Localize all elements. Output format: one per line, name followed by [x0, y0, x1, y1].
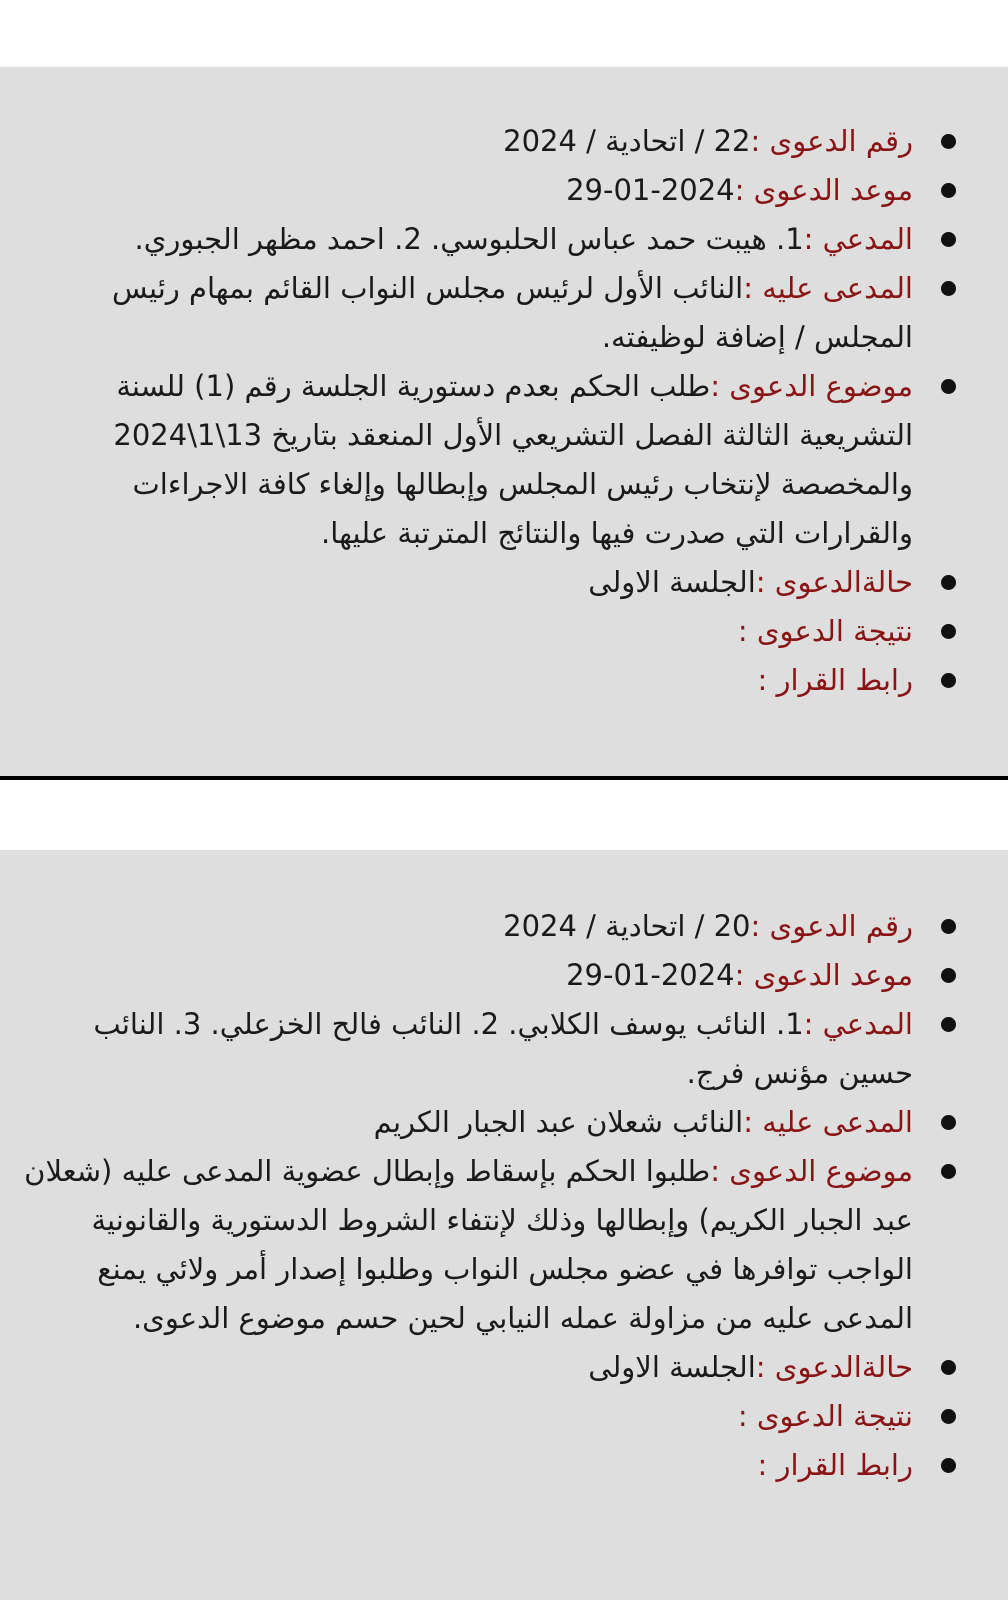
bullet-icon: [941, 1115, 956, 1130]
field-value: النائب الأول لرئيس مجلس النواب القائم بمهام رئيس المجلس / إضافة لوظيفته.: [111, 271, 913, 354]
field-decision-link[interactable]: [0, 656, 1008, 705]
field-label: المدعي :: [803, 222, 913, 256]
field-case-date: [0, 951, 1008, 1000]
field-label: نتيجة الدعوى :: [737, 614, 913, 648]
field-label: المدعى عليه :: [743, 1105, 913, 1139]
field-label: رابط القرار :: [757, 1448, 913, 1482]
field-label: المدعي :: [803, 1007, 913, 1041]
bullet-icon: [941, 281, 956, 296]
bullet-icon: [941, 134, 956, 149]
field-decision-link[interactable]: [0, 1441, 1008, 1490]
field-label: موضوع الدعوى :: [710, 1154, 913, 1188]
bullet-icon: [941, 1017, 956, 1032]
field-label: رابط القرار :: [757, 663, 913, 697]
bullet-icon: [941, 1360, 956, 1375]
field-value: 1. هيبت حمد عباس الحلبوسي. 2. احمد مظهر الجبوري.: [134, 222, 804, 256]
field-case-date: [0, 166, 1008, 215]
case-card: [0, 67, 1008, 777]
field-value: 2024-01-29: [566, 173, 735, 207]
field-value: طلب الحكم بعدم دستورية الجلسة رقم (1) للسنة التشريعية الثالثة الفصل التشريعي الأول المنعقد بتاريخ 13\1\2024 والمخصصة لإنتخاب رئيس المجلس وإبطالها وإلغاء كافة الاجراءات والقرارات التي صدرت فيها والنتائج المترتبة عليها.: [113, 369, 913, 550]
field-label: نتيجة الدعوى :: [737, 1399, 913, 1433]
bullet-icon: [941, 1409, 956, 1424]
divider: [0, 776, 1008, 780]
bullet-icon: [941, 968, 956, 983]
bullet-icon: [941, 673, 956, 688]
field-label: موعد الدعوى :: [734, 958, 913, 992]
field-label: رقم الدعوى :: [750, 909, 913, 943]
field-case-number: [0, 117, 1008, 166]
field-value: طلبوا الحكم بإسقاط وإبطال عضوية المدعى عليه (شعلان عبد الجبار الكريم) وإبطالها وذلك لإنتفاء الشروط الدستورية والقانونية الواجب توافرها في عضو مجلس النواب وطلبوا إصدار أمر ولائي يمنع المدعى عليه من مزاولة عمله النيابي لحين حسم موضوع الدعوى.: [24, 1154, 913, 1335]
field-plaintiff: [0, 215, 1008, 264]
bullet-icon: [941, 379, 956, 394]
field-subject: [0, 1147, 1008, 1343]
bullet-icon: [941, 183, 956, 198]
field-label: حالةالدعوى :: [755, 565, 913, 599]
bullet-icon: [941, 1164, 956, 1179]
field-value: 2024-01-29: [566, 958, 735, 992]
field-defendant: [0, 264, 1008, 362]
field-result: [0, 1392, 1008, 1441]
field-plaintiff: [0, 1000, 1008, 1098]
field-subject: [0, 362, 1008, 558]
bullet-icon: [941, 575, 956, 590]
field-label: رقم الدعوى :: [750, 124, 913, 158]
bullet-icon: [941, 232, 956, 247]
field-label: حالةالدعوى :: [755, 1350, 913, 1384]
field-value: 22 / اتحادية / 2024: [503, 124, 751, 158]
field-value: الجلسة الاولى: [588, 1350, 756, 1384]
field-defendant: [0, 1098, 1008, 1147]
field-result: [0, 607, 1008, 656]
field-value: النائب شعلان عبد الجبار الكريم: [373, 1105, 744, 1139]
case-fields-list: [0, 902, 1008, 1490]
bullet-icon: [941, 1458, 956, 1473]
field-value: 1. النائب يوسف الكلابي. 2. النائب فالح الخزعلي. 3. النائب حسين مؤنس فرج.: [93, 1007, 913, 1090]
field-case-number: [0, 902, 1008, 951]
case-card: [0, 850, 1008, 1600]
field-value: الجلسة الاولى: [588, 565, 756, 599]
field-label: المدعى عليه :: [743, 271, 913, 305]
field-label: موعد الدعوى :: [734, 173, 913, 207]
bullet-icon: [941, 624, 956, 639]
field-status: [0, 1343, 1008, 1392]
field-value: 20 / اتحادية / 2024: [503, 909, 751, 943]
case-fields-list: [0, 117, 1008, 705]
bullet-icon: [941, 919, 956, 934]
field-status: [0, 558, 1008, 607]
field-label: موضوع الدعوى :: [710, 369, 913, 403]
